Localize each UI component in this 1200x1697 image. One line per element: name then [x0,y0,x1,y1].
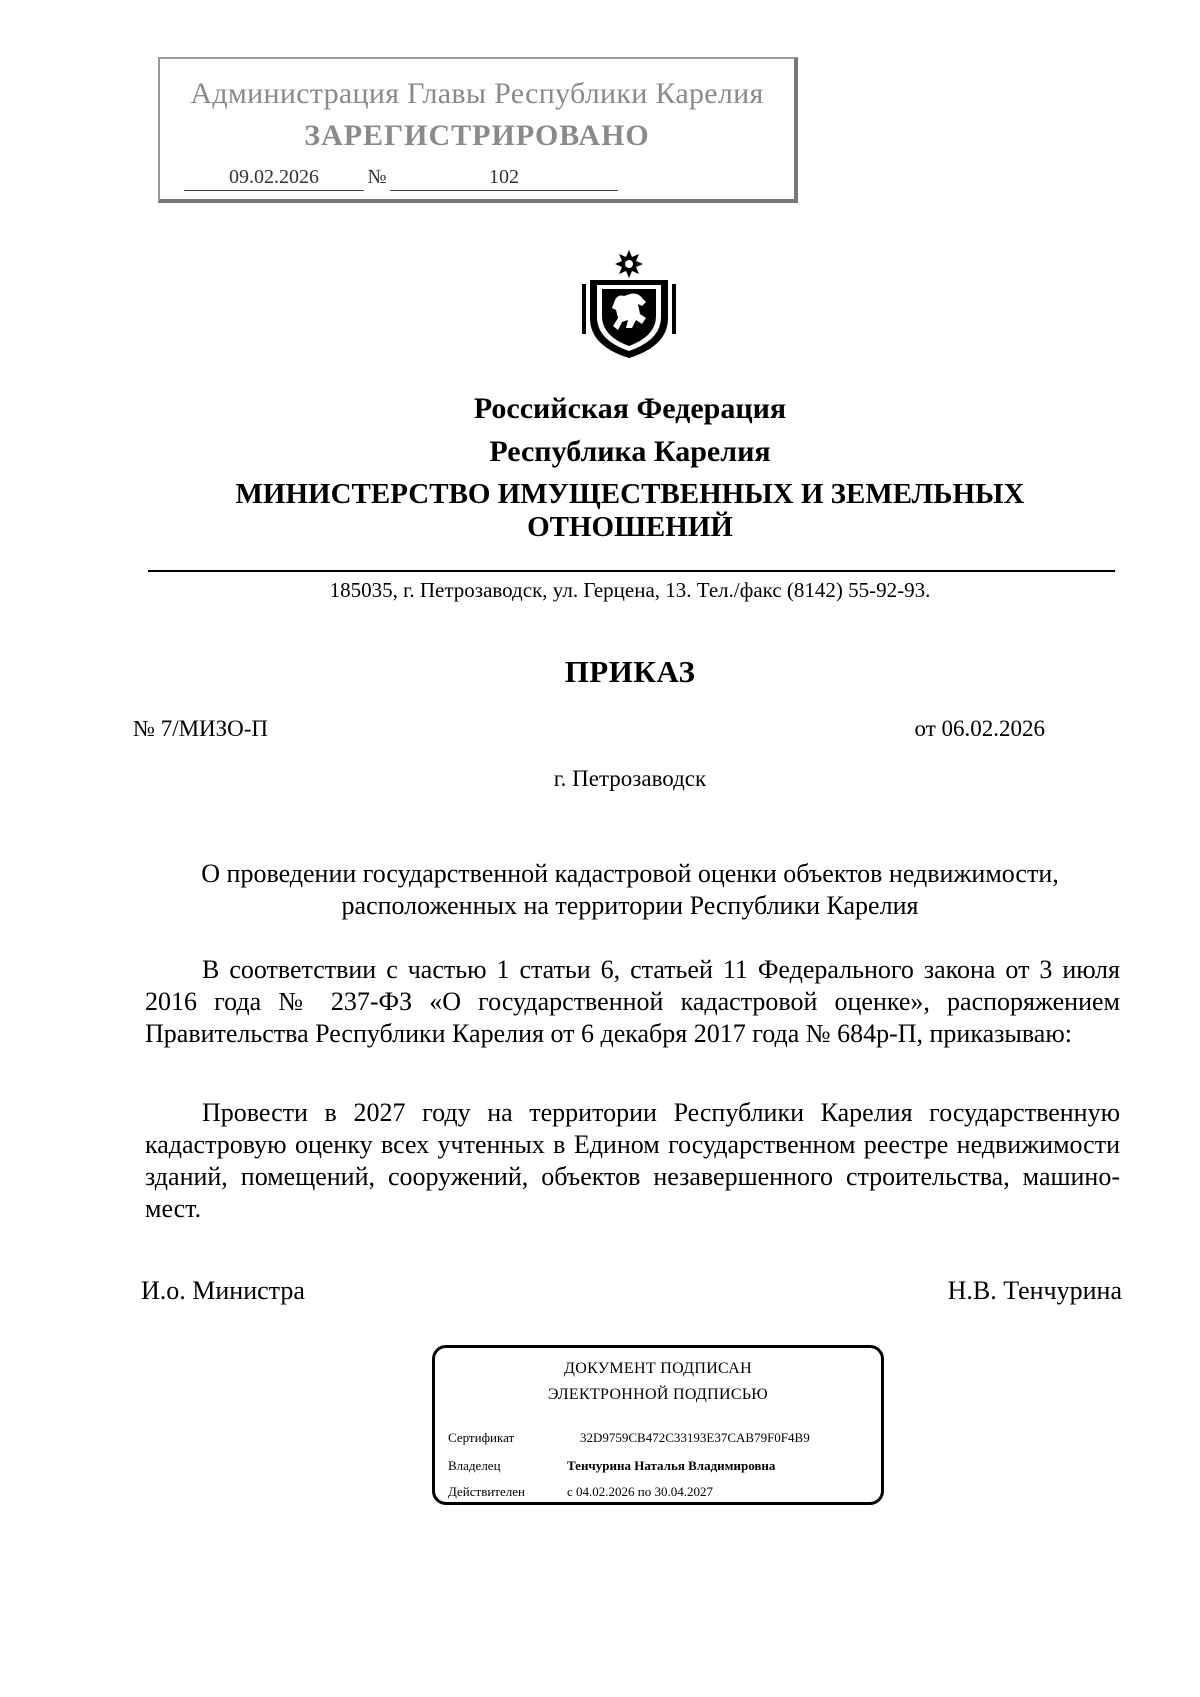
registration-line [184,164,618,192]
body-paragraph-2: Провести в 2027 году на территории Республики Карелия государственную кадастровую оценку всех учтенных в Едином государственном реестре недвижимости зданий, помещений, сооружений, объектов незавершенного строительства, машино-мест. [145,1098,1120,1223]
ministry-line-2: ОТНОШЕНИЙ [527,511,733,543]
certificate-value: 32D9759CB472C33193E37CAB79F0F4B9 [580,1430,810,1445]
registration-number-sign: № [367,166,387,188]
signature-title-line-2: ЭЛЕКТРОННОЙ ПОДПИСЬЮ [547,1386,769,1403]
signer-title: И.о. Министра [141,1276,305,1305]
ministry-heading [0,478,1200,544]
body-paragraph-1: В соответствии с частью 1 статьи 6, статьей 11 Федерального закона от 3 июля 2016 года № 237-ФЗ «О государственной кадастровой оценке», распоряжением Правительства Республики Карелия от 6 декабря 2017 года № 684р-П, приказываю: [145,955,1120,1048]
signature-title-line-1: ДОКУМЕНТ ПОДПИСАН [564,1360,752,1377]
document-type: ПРИКАЗ [564,654,696,689]
country-heading: Российская Федерация [473,392,787,425]
electronic-signature-stamp [432,1345,884,1505]
coat-of-arms-emblem [580,248,678,360]
registration-date: 09.02.2026 [184,164,364,191]
certificate-label: Сертификат [448,1430,515,1445]
registration-number: 102 [390,164,618,191]
subject-line-2: расположенных на территории Республики Карелия [341,891,919,920]
header-divider [148,570,1115,572]
document-date: от 06.02.2026 [914,716,1045,741]
owner-label: Владелец [448,1458,501,1473]
subject-line-1: О проведении государственной кадастровой оценки объектов недвижимости, [201,859,1059,888]
signer-name: Н.В. Тенчурина [947,1276,1122,1305]
registration-organization: Администрация Главы Республики Карелия [190,77,764,110]
validity-label: Действителен [448,1484,525,1499]
document-number: № 7/МИЗО-П [133,716,269,741]
registration-status: ЗАРЕГИСТРИРОВАНО [304,119,650,152]
document-city: г. Петрозаводск [553,766,707,791]
republic-heading: Республика Карелия [489,435,771,468]
ministry-line-1: МИНИСТЕРСТВО ИМУЩЕСТВЕННЫХ И ЗЕМЕЛЬНЫХ [235,478,1025,510]
validity-value: с 04.02.2026 по 30.04.2027 [567,1484,713,1499]
document-subject [130,858,1130,922]
ministry-address: 185035, г. Петрозаводск, ул. Герцена, 13. Тел./факс (8142) 55-92-93. [329,578,931,602]
registration-stamp [158,57,798,203]
owner-value: Тенчурина Наталья Владимировна [567,1458,776,1473]
